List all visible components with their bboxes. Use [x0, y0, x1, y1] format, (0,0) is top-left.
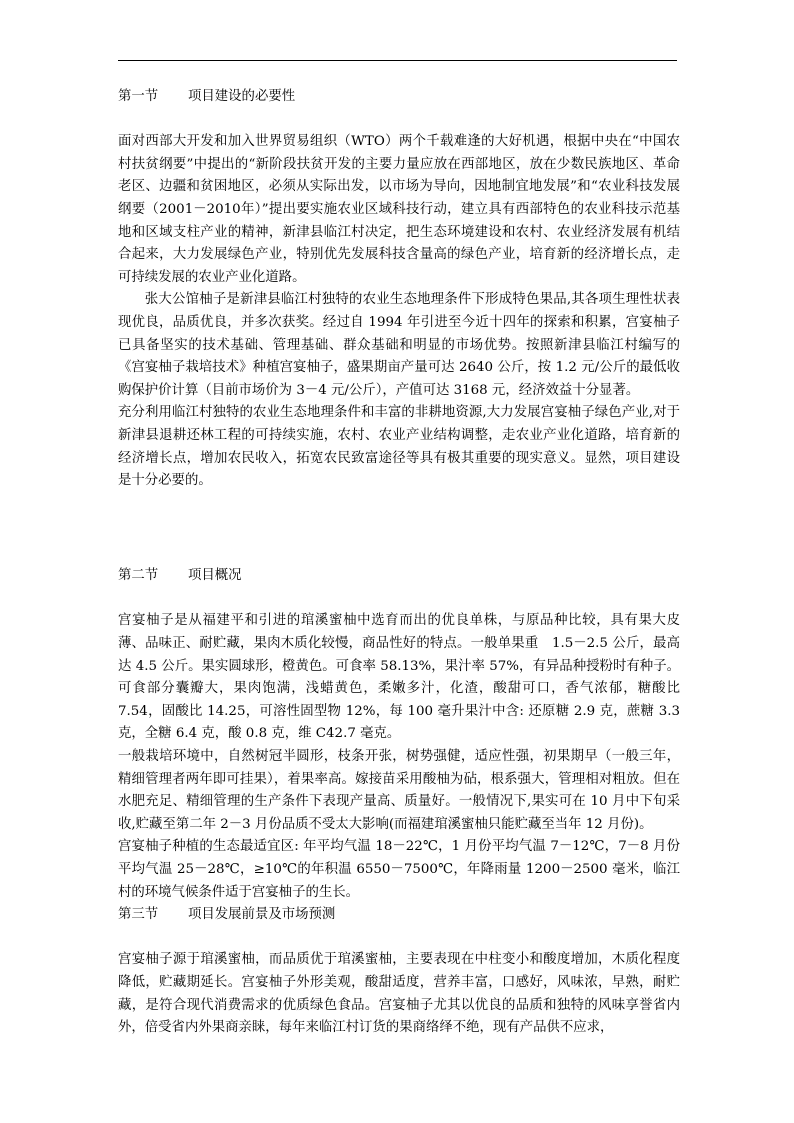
section-1-number: 第一节: [118, 89, 159, 104]
section-2-heading: [118, 565, 680, 588]
section-2-paragraph-1: 宫宴柚子是从福建平和引进的琯溪蜜柚中选育而出的优良单株，与原品种比较，具有果大皮薄、品味正、耐贮藏，果肉木质化较慢，商品性好的特点。一般单果重 1.5－2.5 公斤，最高达 4.5 公斤。果实圆球形，橙黄色。可食率 58.13%，果汁率 57%，有异品种授粉时有种子。可食部分囊瓣大，果肉饱满，浅蜡黄色，柔嫩多汁，化渣，酸甜可口，香气浓郁，糖酸比 7.54，固酸比 14.25，可溶性固型物 12%，每 100 毫升果汁中含: 还原糖 2.9 克，蔗糖 3.3 克，全糖 6.4 克，酸 0.8 克，维 C42.7 毫克。: [118, 613, 680, 742]
section-2-number: 第二节: [118, 568, 159, 584]
section-3-number: 第三节: [118, 907, 159, 923]
section-1-paragraph-2: 张大公馆柚子是新津县临江村独特的农业生态地理条件下形成特色果品,其各项生理性状表现优良，品质优良，并多次获奖。经过自 1994 年引进至今近十四年的探索和积累，宫宴柚子已具备坚实的技术基础、管理基础、群众基础和明显的市场优势。按照新津县临江村编写的《宫宴柚子栽培技术》种植宫宴柚子，盛果期亩产量可达 2640 公斤，按 1.2 元/公斤的最低收购保护价计算（目前市场价为 3－4 元/公斤），产值可达 3168 元，经济效益十分显著。: [118, 292, 680, 398]
section-2-paragraph-2: 一般栽培环境中，自然树冠半圆形，枝条开张，树势强健，适应性强，初果期早（一般三年，精细管理者两年即可挂果），着果率高。嫁接苗采用酸柚为砧，根系强大，管理相对粗放。但在水肥充足、精细管理的生产条件下表现产量高、质量好。一般情况下,果实可在 10 月中下旬采收,贮藏至第二年 2－3 月份品质不受太大影响(而福建琯溪蜜柚只能贮藏至当年 12 月份)。: [118, 749, 680, 832]
section-3-heading: [118, 904, 680, 927]
section-1-title: 项目建设的必要性: [188, 89, 296, 104]
section-1-paragraph-3: 充分利用临江村独特的农业生态地理条件和丰富的非耕地资源,大力发展宫宴柚子绿色产业,对于新津县退耕还林工程的可持续实施，农村、农业产业结构调整，走农业产业化道路，培育新的经济增长点，增加农民收入，拓宽农民致富途径等具有极其重要的现实意义。显然，项目建设是十分必要的。: [118, 405, 680, 489]
section-1-heading: [118, 86, 680, 109]
section-spacer: [118, 493, 680, 543]
section-3-paragraph-1: 宫宴柚子源于琯溪蜜柚，而品质优于琯溪蜜柚，主要表现在中柱变小和酸度增加，木质化程度降低，贮藏期延长。宫宴柚子外形美观，酸甜适度，营养丰富，口感好，风味浓，早熟，耐贮藏，是符合现代消费需求的优质绿色食品。宫宴柚子尤其以优良的品质和独特的风味享誉省内外，倍受省内外果商亲睐，每年来临江村订货的果商络绎不绝，现有产品供不应求，: [118, 952, 680, 1036]
section-3-title: 项目发展前景及市场预测: [188, 907, 336, 923]
section-2-paragraph-3: 宫宴柚子种植的生态最适宜区: 年平均气温 18－22℃，1 月份平均气温 7－12℃，7－8 月份平均气温 25－28℃，≥10℃的年积温 6550－7500℃，年降雨量 1200－2500 毫米，临江村的环境气候条件适于宫宴柚子的生长。: [118, 839, 680, 900]
section-2-title: 项目概况: [188, 568, 242, 584]
header-rule: [118, 60, 677, 61]
document-body: [118, 86, 680, 1040]
section-1-paragraph-1: 面对西部大开发和加入世界贸易组织（WTO）两个千载难逢的大好机遇，根据中央在“中国农村扶贫纲要”中提出的“新阶段扶贫开发的主要力量应放在西部地区，放在少数民族地区、革命老区、边疆和贫困地区，必须从实际出发，以市场为导向，因地制宜地发展”和“农业科技发展纲要（2001－2010年）”提出要实施农业区域科技行动，建立具有西部特色的农业科技示范基地和区域支柱产业的精神，新津县临江村决定，把生态环境建设和农村、农业经济发展有机结合起来，大力发展绿色产业，特别优先发展科技含量高的绿色产业，培育新的经济增长点，走可持续发展的农业产业化道路。: [118, 134, 680, 285]
